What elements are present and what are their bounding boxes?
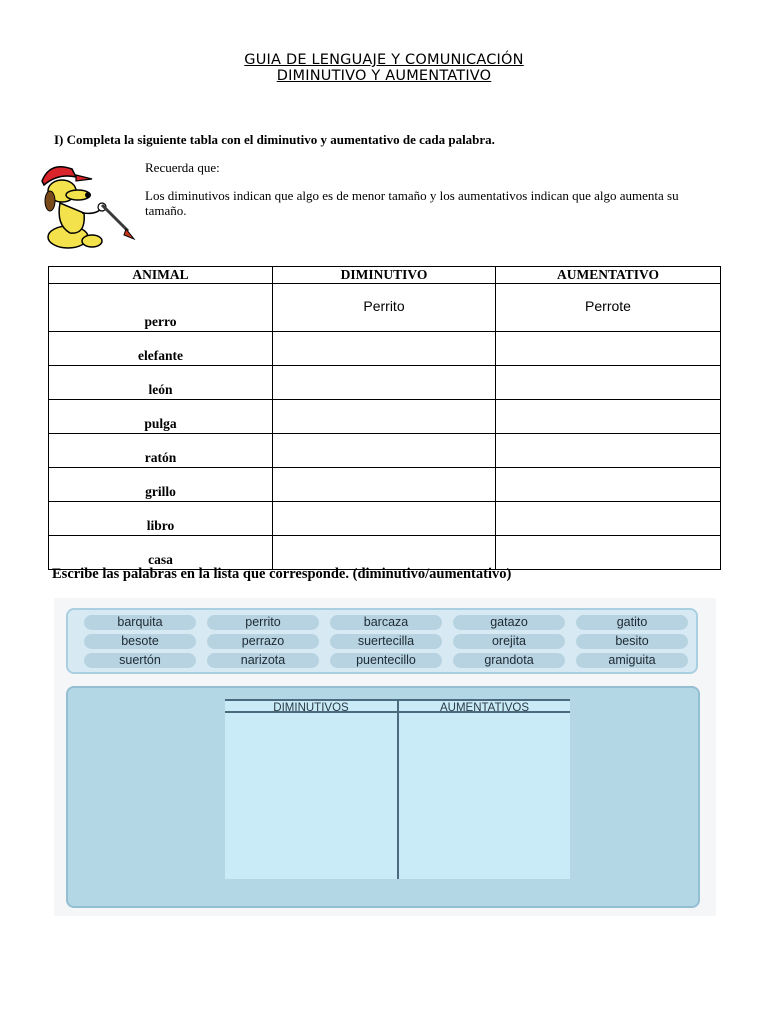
table-row: [49, 400, 721, 434]
diminutivo-cell[interactable]: [273, 400, 496, 434]
table-row: [49, 284, 721, 332]
table-row: [49, 502, 721, 536]
animal-cell: ratón: [49, 434, 273, 468]
diminutivos-column[interactable]: [225, 699, 397, 879]
animal-cell: elefante: [49, 332, 273, 366]
column-header-diminutivo: DIMINUTIVO: [273, 267, 496, 284]
word-pill[interactable]: besito: [576, 634, 688, 649]
diminutivo-cell[interactable]: [273, 536, 496, 570]
aumentativo-cell[interactable]: [496, 366, 721, 400]
animal-cell: casa: [49, 536, 273, 570]
word-pill[interactable]: narizota: [207, 653, 319, 668]
word-pill[interactable]: barcaza: [330, 615, 442, 630]
aumentativo-cell[interactable]: Perrote: [496, 284, 721, 332]
word-pill[interactable]: perrazo: [207, 634, 319, 649]
cartoon-dog-painter-image: [36, 155, 136, 253]
instruction-2: Escribe las palabras en la lista que corresponde. (diminutivo/aumentativo): [52, 566, 512, 582]
diminutivo-cell[interactable]: Perrito: [273, 284, 496, 332]
aumentativo-cell[interactable]: [496, 400, 721, 434]
word-pill[interactable]: suertecilla: [330, 634, 442, 649]
word-pill[interactable]: grandota: [453, 653, 565, 668]
word-pill[interactable]: suertón: [84, 653, 196, 668]
animal-cell: grillo: [49, 468, 273, 502]
diminutivo-cell[interactable]: [273, 468, 496, 502]
column-divider: [397, 699, 399, 879]
aumentativo-cell[interactable]: [496, 434, 721, 468]
animal-cell: pulga: [49, 400, 273, 434]
animal-cell: león: [49, 366, 273, 400]
word-pill[interactable]: perrito: [207, 615, 319, 630]
aumentativo-cell[interactable]: [496, 536, 721, 570]
word-pill[interactable]: gatito: [576, 615, 688, 630]
reminder-heading: Recuerda que:: [145, 160, 220, 175]
word-pill[interactable]: gatazo: [453, 615, 565, 630]
animal-cell: libro: [49, 502, 273, 536]
aumentativo-cell[interactable]: [496, 502, 721, 536]
aumentativos-column[interactable]: [399, 699, 570, 879]
diminutive-augmentative-table: [48, 266, 721, 570]
table-row: [49, 434, 721, 468]
diminutivo-cell[interactable]: [273, 332, 496, 366]
animal-cell: perro: [49, 284, 273, 332]
reminder-text: Los diminutivos indican que algo es de menor tamaño y los aumentativos indican que algo aumenta su tamaño.: [145, 188, 679, 218]
diminutivo-cell[interactable]: [273, 434, 496, 468]
diminutivo-cell[interactable]: [273, 502, 496, 536]
column-header-animal: ANIMAL: [49, 267, 273, 284]
aumentativos-header: AUMENTATIVOS: [399, 699, 570, 713]
aumentativo-cell[interactable]: [496, 468, 721, 502]
word-pill[interactable]: puentecillo: [330, 653, 442, 668]
table-row: [49, 366, 721, 400]
word-pill[interactable]: barquita: [84, 615, 196, 630]
word-pill[interactable]: besote: [84, 634, 196, 649]
word-pill[interactable]: orejita: [453, 634, 565, 649]
column-header-aumentativo: AUMENTATIVO: [496, 267, 721, 284]
instruction-1: I) Completa la siguiente tabla con el diminutivo y aumentativo de cada palabra.: [54, 132, 495, 147]
table-row: [49, 332, 721, 366]
aumentativo-cell[interactable]: [496, 332, 721, 366]
table-header-row: [49, 267, 721, 284]
diminutivos-header: DIMINUTIVOS: [225, 699, 397, 713]
table-row: [49, 468, 721, 502]
word-pill[interactable]: amiguita: [576, 653, 688, 668]
table-row: [49, 536, 721, 570]
page-title: GUIA DE LENGUAJE Y COMUNICACIÓN: [244, 52, 524, 68]
page-subtitle: DIMINUTIVO Y AUMENTATIVO: [276, 68, 492, 84]
diminutivo-cell[interactable]: [273, 366, 496, 400]
